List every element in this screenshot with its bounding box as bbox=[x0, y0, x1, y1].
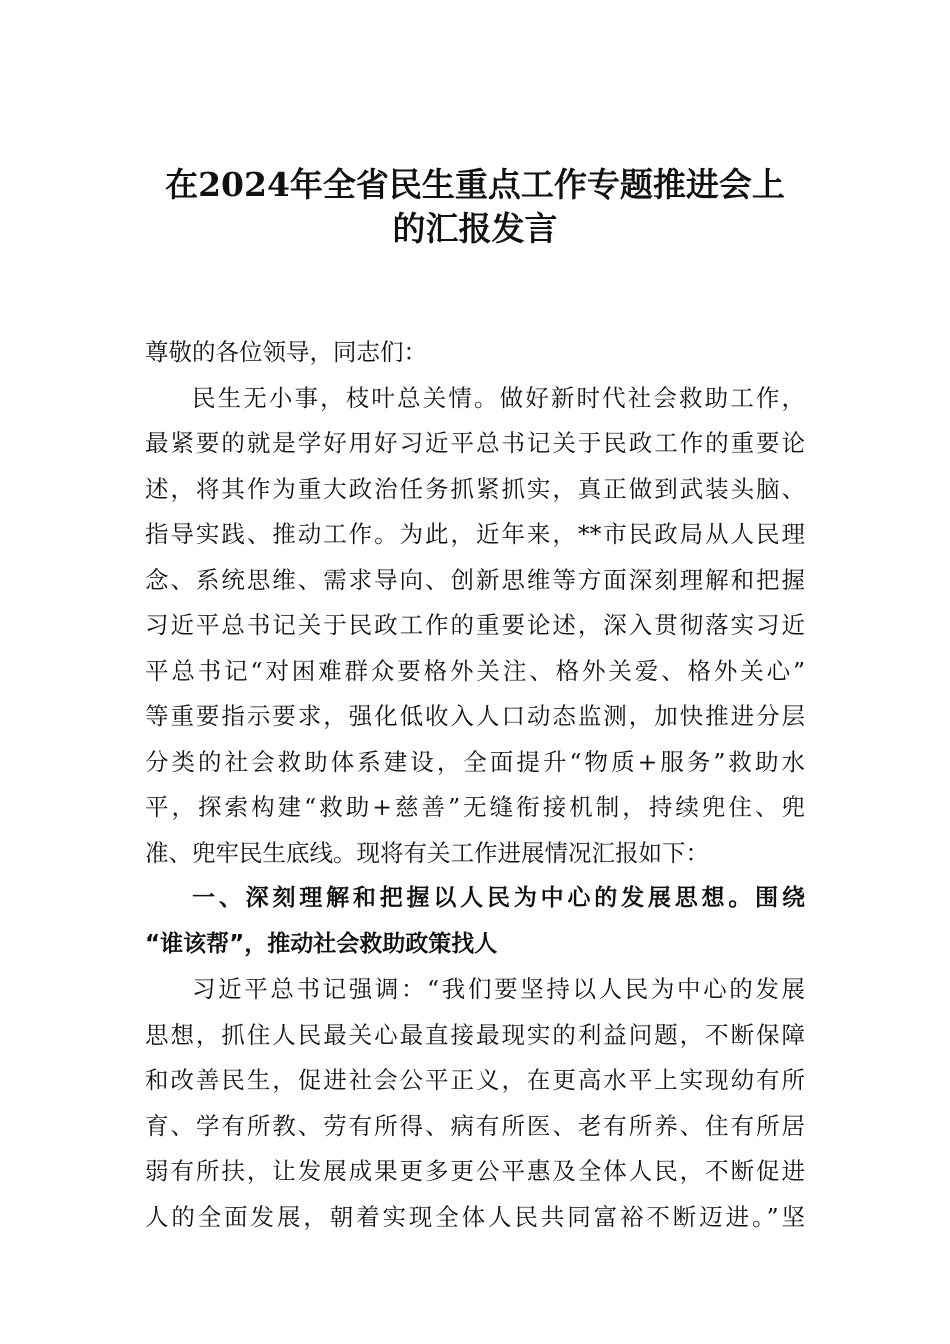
paragraph-intro bbox=[145, 376, 805, 877]
document-title-line-2: 的汇报发言 bbox=[392, 209, 558, 248]
salutation: 尊敬的各位领导，同志们： bbox=[145, 338, 427, 366]
paragraph-line: 念、系统思维、需求导向、创新思维等方面深刻理解和把握 bbox=[145, 565, 805, 594]
section-heading-1 bbox=[145, 876, 805, 967]
paragraph-line: 人的全面发展，朝着实现全体人民共同富裕不断迈进。”坚 bbox=[145, 1202, 805, 1231]
paragraph-line: 思想，抓住人民最关心最直接最现实的利益问题，不断保障 bbox=[145, 1020, 805, 1049]
document-title-line-1: 在2024年全省民生重点工作专题推进会上 bbox=[165, 165, 785, 204]
heading-line: “谁该帮”，推动社会救助政策找人 bbox=[145, 930, 498, 957]
heading-line: 一、深刻理解和把握以人民为中心的发展思想。围绕 bbox=[192, 885, 805, 911]
document-body bbox=[145, 330, 805, 1240]
paragraph-line: 民生无小事，枝叶总关情。做好新时代社会救助工作， bbox=[192, 383, 805, 412]
paragraph-line: 等重要指示要求，强化低收入人口动态监测，加快推进分层 bbox=[145, 702, 805, 730]
paragraph-line: 平，探索构建“救助+慈善”无缝衔接机制，持续兜住、兜 bbox=[145, 793, 805, 821]
paragraph-line: 平总书记“对困难群众要格外关注、格外关爱、格外关心” bbox=[145, 656, 805, 685]
paragraph-line: 习近平总书记关于民政工作的重要论述，深入贯彻落实习近 bbox=[145, 611, 805, 639]
paragraph-line: 述，将其作为重大政治任务抓紧抓实，真正做到武装头脑、 bbox=[145, 474, 805, 503]
paragraph-line: 习近平总书记强调：“我们要坚持以人民为中心的发展 bbox=[192, 975, 805, 1003]
paragraph-line: 弱有所扶，让发展成果更多更公平惠及全体人民，不断促进 bbox=[145, 1157, 805, 1185]
paragraph-line: 分类的社会救助体系建设，全面提升“物质+服务”救助水 bbox=[145, 747, 805, 776]
paragraph-line: 育、学有所教、劳有所得、病有所医、老有所养、住有所居 bbox=[145, 1111, 805, 1140]
paragraph-section-1 bbox=[145, 967, 805, 1240]
paragraph-line: 和改善民生，促进社会公平正义，在更高水平上实现幼有所 bbox=[145, 1066, 805, 1094]
paragraph-line: 准、兜牢民生底线。现将有关工作进展情况汇报如下： bbox=[145, 838, 709, 867]
paragraph-line: 指导实践、推动工作。为此，近年来，**市民政局从人民理 bbox=[145, 520, 805, 548]
paragraph-line: 最紧要的就是学好用好习近平总书记关于民政工作的重要论 bbox=[145, 429, 805, 457]
